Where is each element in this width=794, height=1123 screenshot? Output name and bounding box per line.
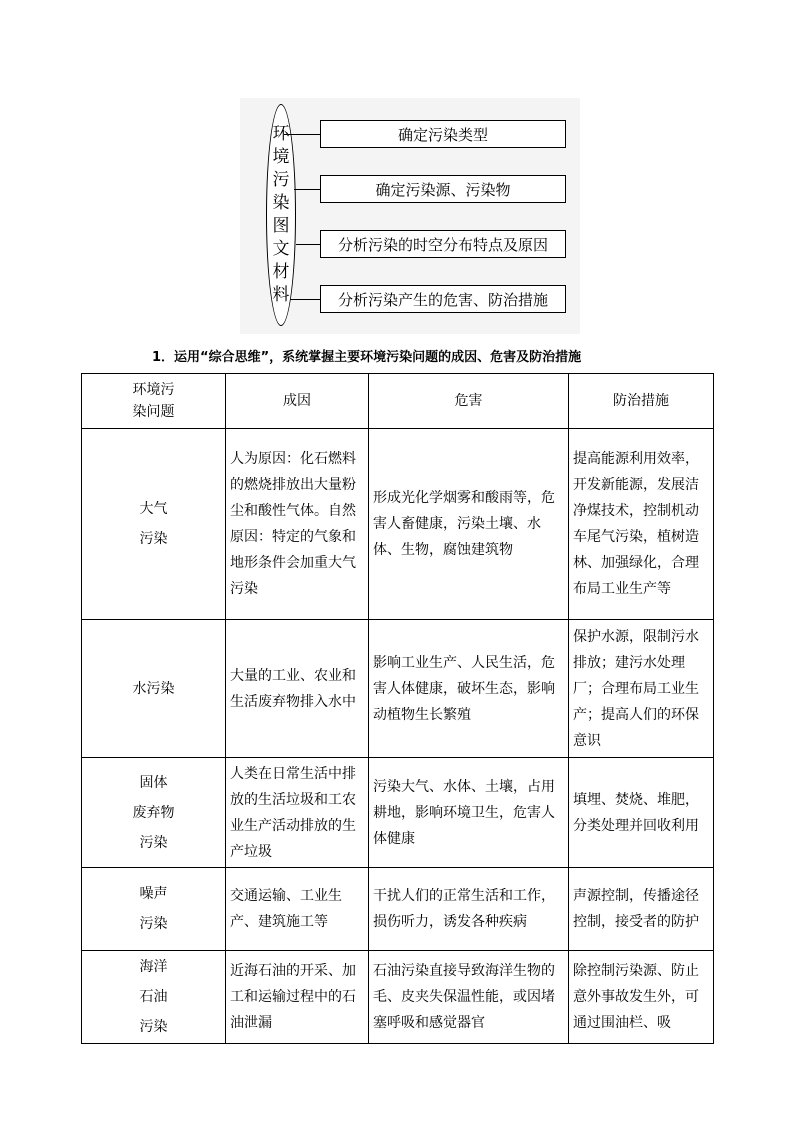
issue-cell: 大气 污染 [82,429,226,620]
pollution-table [81,373,714,1044]
cause-cell: 交通运输、工业生产、建筑施工等 [226,868,369,951]
cause-cell: 人为原因：化石燃料的燃烧排放出大量粉尘和酸性气体。自然原因：特定的气象和地形条件会加重大气污染 [226,429,369,620]
connector-line [294,189,320,190]
cause-cell: 近海石油的开采、加工和运输过程中的石油泄漏 [226,951,369,1044]
header-cause: 成因 [226,374,369,429]
center-char: 境 [272,147,290,167]
center-char: 图 [272,216,290,236]
harm-cell: 影响工业生产、人民生活，危害人体健康，破坏生态，影响动植物生长繁殖 [369,620,569,758]
table-row [82,620,714,758]
diagram-box-harm-measures: 分析污染产生的危害、防治措施 [320,285,566,313]
table-row [82,429,714,620]
header-harm: 危害 [369,374,569,429]
center-char: 污 [272,170,290,190]
cause-cell: 大量的工业、农业和生活废弃物排入水中 [226,620,369,758]
measures-cell: 填埋、焚烧、堆肥，分类处理并回收利用 [569,758,714,868]
center-char: 环 [272,124,290,144]
measures-cell: 声源控制，传播途径控制，接受者的防护 [569,868,714,951]
table-header-row [82,374,714,429]
header-issue-text: 环境污 染问题 [132,382,175,420]
harm-cell: 石油污染直接导致海洋生物的毛、皮夹失保温性能，或因堵塞呼吸和感觉器官 [369,951,569,1044]
diagram-center-label [267,123,295,307]
measures-cell: 保护水源，限制污水排放；建污水处理厂；合理布局工业生产；提高人们的环保意识 [569,620,714,758]
issue-cell: 海洋 石油 污染 [82,951,226,1044]
diagram-center-ellipse [266,104,296,326]
diagram-box-source: 确定污染源、污染物 [320,175,566,203]
issue-cell: 固体 废弃物 污染 [82,758,226,868]
cause-cell: 人类在日常生活中排放的生活垃圾和工农业生产活动排放的生产垃圾 [226,758,369,868]
table-row [82,758,714,868]
header-issue [82,374,226,429]
table-row [82,868,714,951]
center-char: 料 [272,285,290,305]
harm-cell: 形成光化学烟雾和酸雨等，危害人畜健康，污染土壤、水体、生物，腐蚀建筑物 [369,429,569,620]
harm-cell: 污染大气、水体、土壤，占用耕地，影响环境卫生，危害人体健康 [369,758,569,868]
center-char: 文 [272,239,290,259]
harm-cell: 干扰人们的正常生活和工作，损伤听力，诱发各种疾病 [369,868,569,951]
table-row [82,951,714,1044]
diagram-box-type: 确定污染类型 [320,120,566,148]
diagram-box-distribution: 分析污染的时空分布特点及原因 [320,230,566,258]
center-char: 染 [272,193,290,213]
center-char: 材 [272,262,290,282]
connector-line [284,134,320,135]
issue-cell: 水污染 [82,620,226,758]
measures-cell: 除控制污染源、防止意外事故发生外，可通过围油栏、吸 [569,951,714,1044]
connector-line [296,244,320,245]
pollution-analysis-diagram [240,98,580,334]
issue-cell: 噪声 污染 [82,868,226,951]
connector-line [290,299,320,300]
section-heading: 1．运用“综合思维”，系统掌握主要环境污染问题的成因、危害及防治措施 [152,350,582,365]
measures-cell: 提高能源利用效率，开发新能源，发展洁净煤技术，控制机动车尾气污染，植树造林、加强绿化，合理布局工业生产等 [569,429,714,620]
header-measures: 防治措施 [569,374,714,429]
